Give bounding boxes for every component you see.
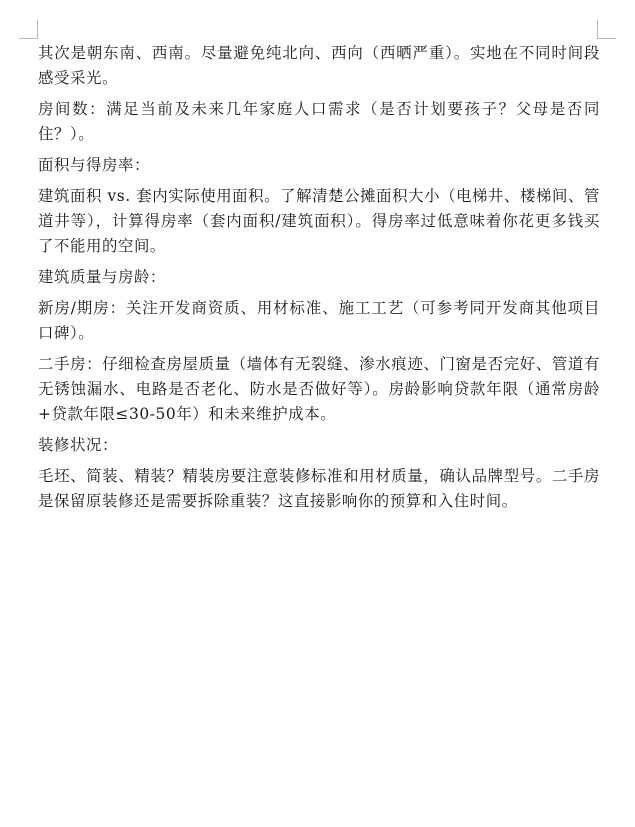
heading-area-ratio: 面积与得房率： [38, 156, 150, 174]
heading-decoration: 装修状况： [38, 436, 118, 454]
crop-mark-top-left [19, 20, 38, 39]
paragraph-second-hand-house: 二手房：仔细检查房屋质量（墙体有无裂缝、渗水痕迹、门窗是否完好、管道有无锈蚀漏水、电路是否老化、防水是否做好等）。房龄影响贷款年限（通常房龄+贷款年限≤30-50年）和未来维护成本。 [38, 355, 600, 423]
paragraph-decoration: 毛坯、简装、精装？精装房要注意装修标准和用材质量，确认品牌型号。二手房是保留原装修还是需要拆除重装？这直接影响你的预算和入住时间。 [38, 467, 600, 510]
paragraph-new-house: 新房/期房：关注开发商资质、用材标准、施工工艺（可参考同开发商其他项目口碑）。 [38, 299, 600, 342]
document-body[interactable] [38, 41, 600, 520]
crop-mark-top-right [597, 20, 616, 39]
paragraph-orientation: 其次是朝东南、西南。尽量避免纯北向、西向（西晒严重）。实地在不同时间段感受采光。 [38, 44, 600, 87]
heading-building-quality: 建筑质量与房龄： [38, 268, 166, 286]
paragraph-area-ratio: 建筑面积 vs. 套内实际使用面积。了解清楚公摊面积大小（电梯井、楼梯间、管道井等），计算得房率（套内面积/建筑面积）。得房率过低意味着你花更多钱买了不能用的空间。 [38, 187, 600, 255]
paragraph-room-count: 房间数：满足当前及未来几年家庭人口需求（是否计划要孩子？父母是否同住？）。 [38, 100, 600, 143]
